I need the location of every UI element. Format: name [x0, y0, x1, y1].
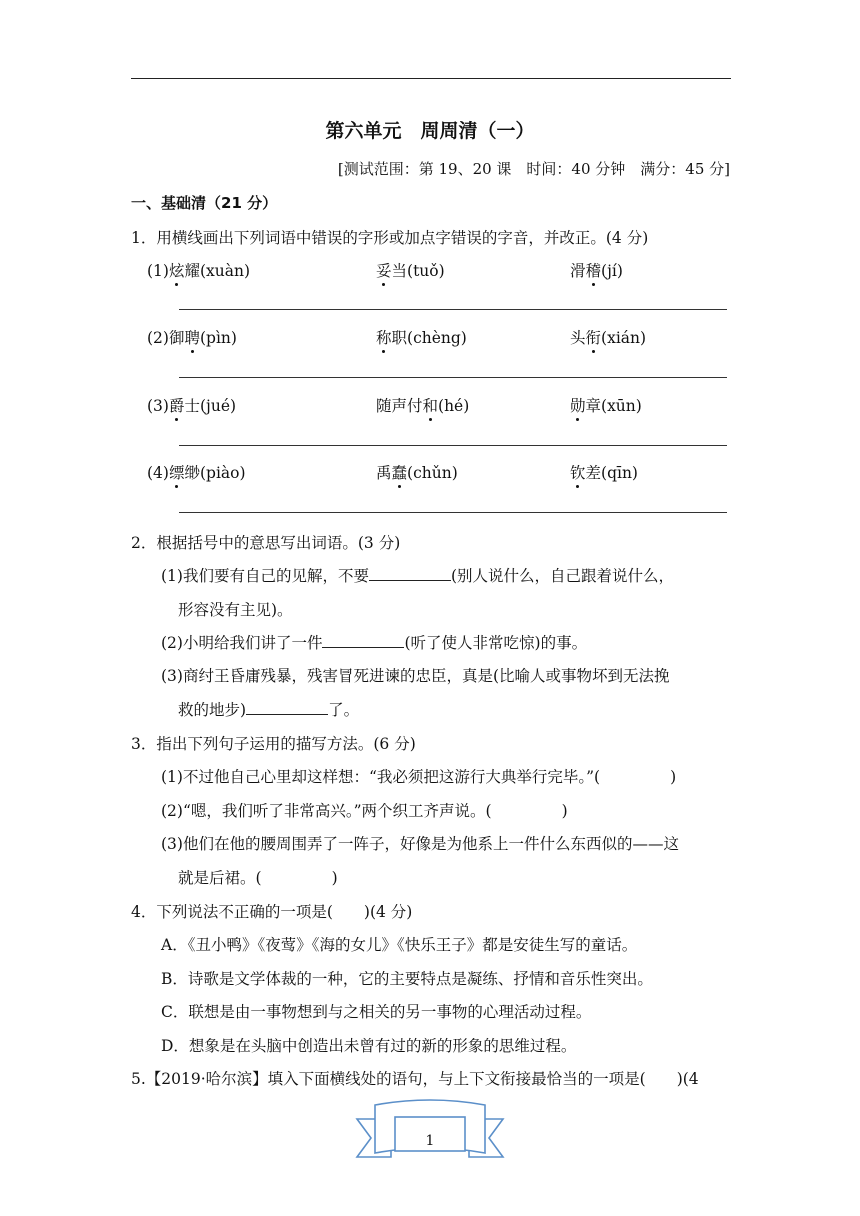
q2-item2: (2)小明给我们讲了一件 (听了使人非常吃惊)的事。: [161, 634, 588, 652]
fill-blank[interactable]: [322, 633, 404, 648]
answer-line[interactable]: [179, 377, 727, 378]
page-title: 第六单元 周周清（一）: [325, 120, 535, 142]
answer-line[interactable]: [179, 512, 727, 513]
q2-item1-cont: 形容没有主见)。: [178, 601, 293, 619]
page-number-ribbon: [355, 1097, 505, 1167]
q4-option-a[interactable]: A．《丑小鸭》《夜莺》《海的女儿》《快乐王子》都是安徒生写的童话。: [161, 936, 638, 954]
fill-blank[interactable]: [369, 566, 451, 581]
header-rule: [131, 78, 731, 79]
test-meta: [测试范围：第 19、20 课 时间：40 分钟 满分：45 分]: [337, 160, 730, 178]
q3-item2: (2)“嗯，我们听了非常高兴。”两个织工齐声说。( ): [161, 802, 568, 820]
q2-item1: (1)我们要有自己的见解，不要 (别人说什么，自己跟着说什么，: [161, 567, 675, 585]
section-heading: 一、基础清（21 分）: [131, 194, 278, 212]
q1-row3-item1: (3)爵士(jué): [147, 394, 236, 416]
answer-line[interactable]: [179, 445, 727, 446]
q1-row3-item2: 随声付和(hé): [376, 394, 469, 416]
question-2-stem: 2．根据括号中的意思写出词语。(3 分): [131, 534, 401, 552]
fill-blank[interactable]: [246, 700, 328, 715]
q1-row2-item2: 称职(chèng): [376, 326, 467, 348]
q4-option-c[interactable]: C．联想是由一事物想到与之相关的另一事物的心理活动过程。: [161, 1003, 592, 1021]
q1-row1-item2: 妥当(tuǒ): [376, 259, 445, 281]
q3-item3-cont: 就是后裙。( ): [178, 869, 338, 887]
q3-item1: (1)不过他自己心里却这样想：“我必须把这游行大典举行完毕。”( ): [161, 768, 677, 786]
q1-row4-item2: 禹蠢(chǔn): [376, 461, 458, 483]
q4-option-b[interactable]: B．诗歌是文学体裁的一种，它的主要特点是凝练、抒情和音乐性突出。: [161, 970, 653, 988]
q1-row2-item1: (2)御聘(pìn): [147, 326, 237, 348]
question-3-stem: 3．指出下列句子运用的描写方法。(6 分): [131, 735, 416, 753]
q1-row4-item3: 钦差(qīn): [570, 461, 638, 483]
question-4-stem: 4．下列说法不正确的一项是( )(4 分): [131, 903, 413, 921]
page-number: 1: [425, 1133, 435, 1149]
q2-item3-cont: 救的地步) 了。: [178, 701, 360, 719]
question-1-stem: 1．用横线画出下列词语中错误的字形或加点字错误的字音，并改正。(4 分): [131, 229, 649, 247]
q4-option-d[interactable]: D．想象是在头脑中创造出未曾有过的新的形象的思维过程。: [161, 1037, 577, 1055]
q3-item3: (3)他们在他的腰周围弄了一阵子，好像是为他系上一件什么东西似的——这: [161, 835, 679, 853]
q1-row4-item1: (4)缥缈(piào): [147, 461, 246, 483]
q1-row1-item1: (1)炫耀(xuàn): [147, 259, 250, 281]
q1-row3-item3: 勋章(xūn): [570, 394, 642, 416]
q1-row1-item3: 滑稽(jí): [570, 259, 623, 281]
question-5-stem: 5.【2019·哈尔滨】填入下面横线处的语句，与上下文衔接最恰当的一项是( )(4: [131, 1070, 699, 1088]
q1-row2-item3: 头衔(xián): [570, 326, 646, 348]
answer-line[interactable]: [179, 309, 727, 310]
q2-item3: (3)商纣王昏庸残暴，残害冒死进谏的忠臣，真是(比喻人或事物坏到无法挽: [161, 667, 670, 685]
